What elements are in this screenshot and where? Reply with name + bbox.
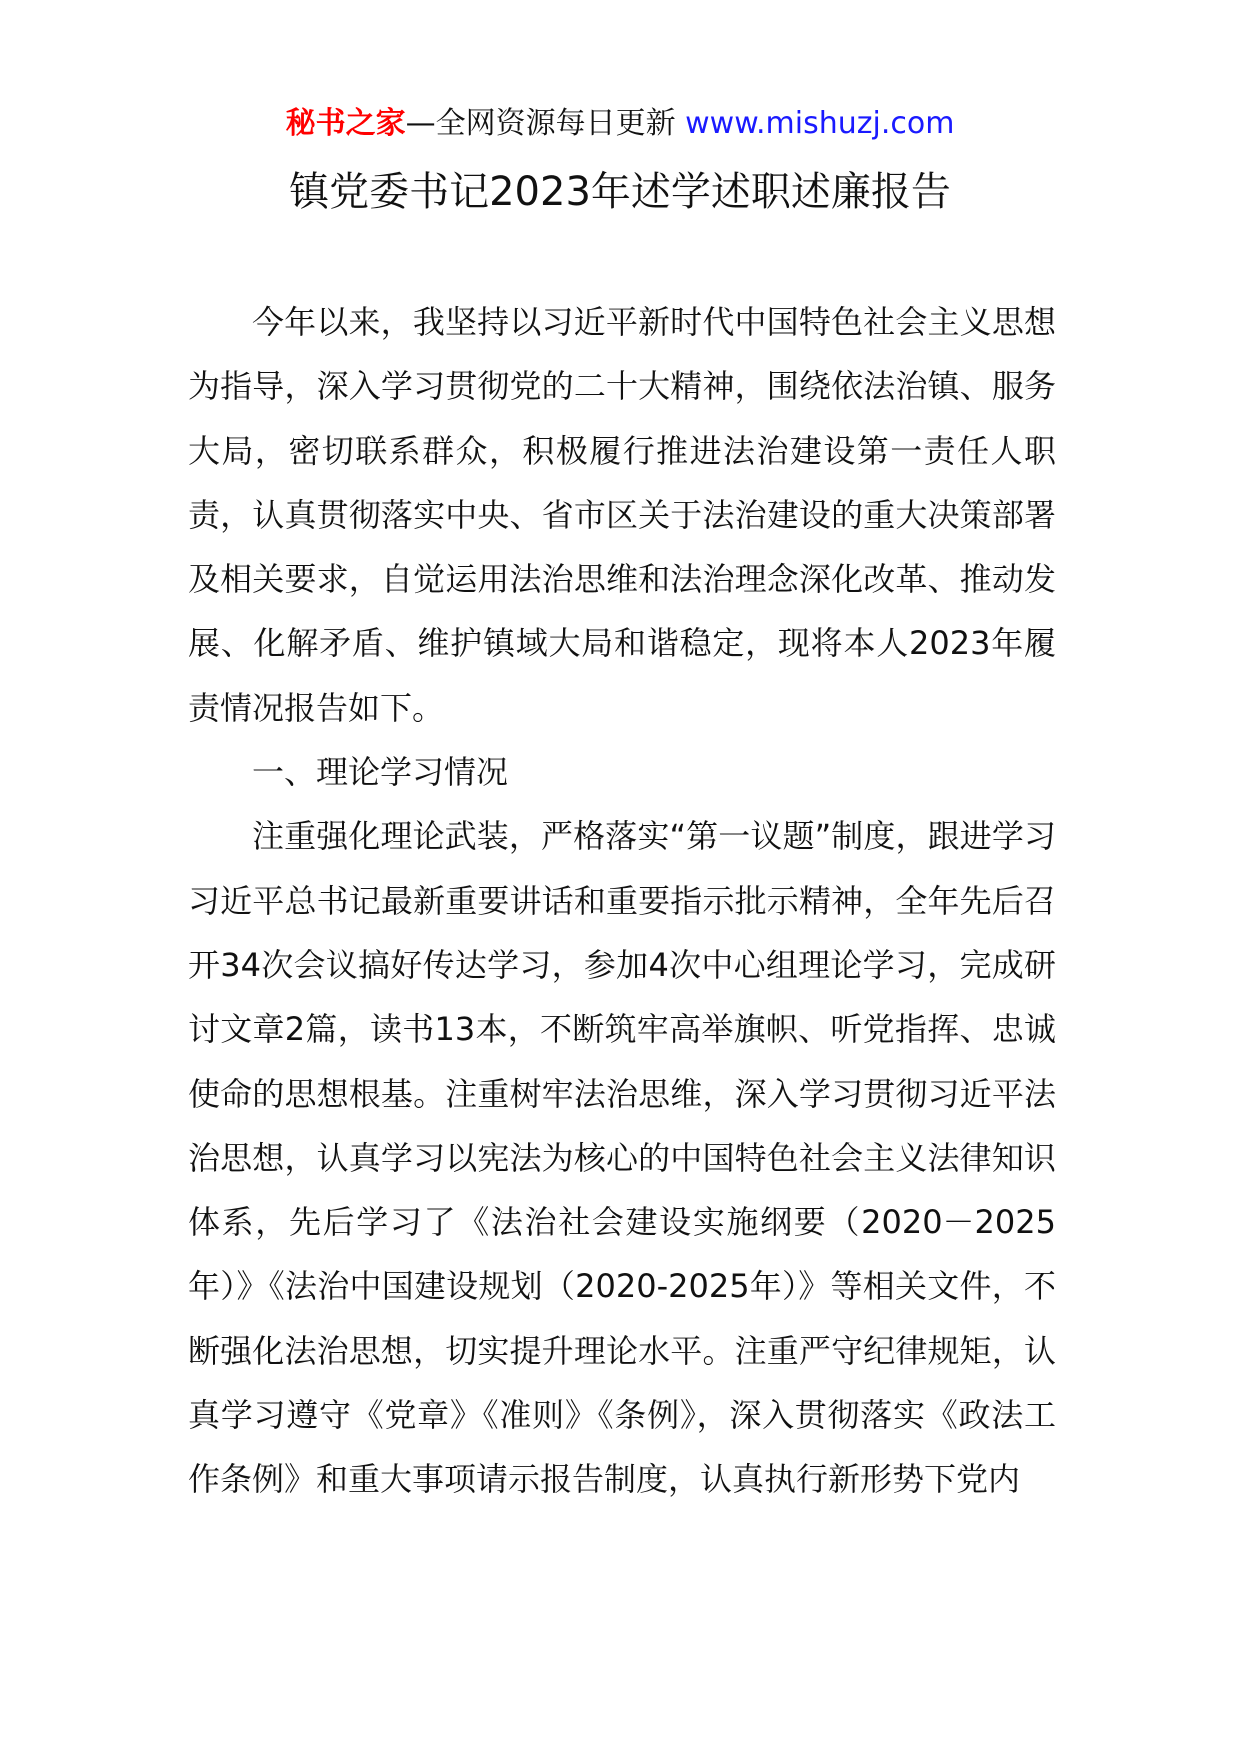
document-title: 镇党委书记2023年述学述职述廉报告 [289, 169, 951, 215]
paragraph-theory-study: 注重强化理论武装，严格落实“第一议题”制度，跟进学习习近平总书记最新重要讲话和重要指示批示精神，全年先后召开34次会议搞好传达学习，参加4次中心组理论学习，完成研讨文章2篇，读书13本，不断筑牢高举旗帜、听党指挥、忠诚使命的思想根基。注重树牢法治思维，深入学习贯彻习近平法治思想，认真学习以宪法为核心的中国特色社会主义法律知识体系，先后学习了《法治社会建设实施纲要（2020－2025年）》《法治中国建设规划（2020-2025年）》等相关文件，不断强化法治思想，切实提升理论水平。注重严守纪律规矩，认真学习遵守《党章》《准则》《条例》，深入贯彻落实《政法工作条例》和重大事项请示报告制度，认真执行新形势下党内 [188, 817, 1056, 1499]
site-header [0, 100, 1240, 148]
document-body [188, 290, 1056, 1512]
section-heading-theory-study: 一、理论学习情况 [252, 753, 509, 792]
paragraph-intro: 今年以来，我坚持以习近平新时代中国特色社会主义思想为指导，深入学习贯彻党的二十大精神，围绕依法治镇、服务大局，密切联系群众，积极履行推进法治建设第一责任人职责，认真贯彻落实中央、省市区关于法治建设的重大决策部署及相关要求，自觉运用法治思维和法治理念深化改革、推动发展、化解矛盾、维护镇域大局和谐稳定，现将本人2023年履责情况报告如下。 [188, 303, 1056, 727]
brand-name: 秘书之家 [285, 106, 406, 141]
site-url: www.mishuzj.com [685, 106, 955, 141]
header-tagline: —全网资源每日更新 [405, 106, 686, 141]
